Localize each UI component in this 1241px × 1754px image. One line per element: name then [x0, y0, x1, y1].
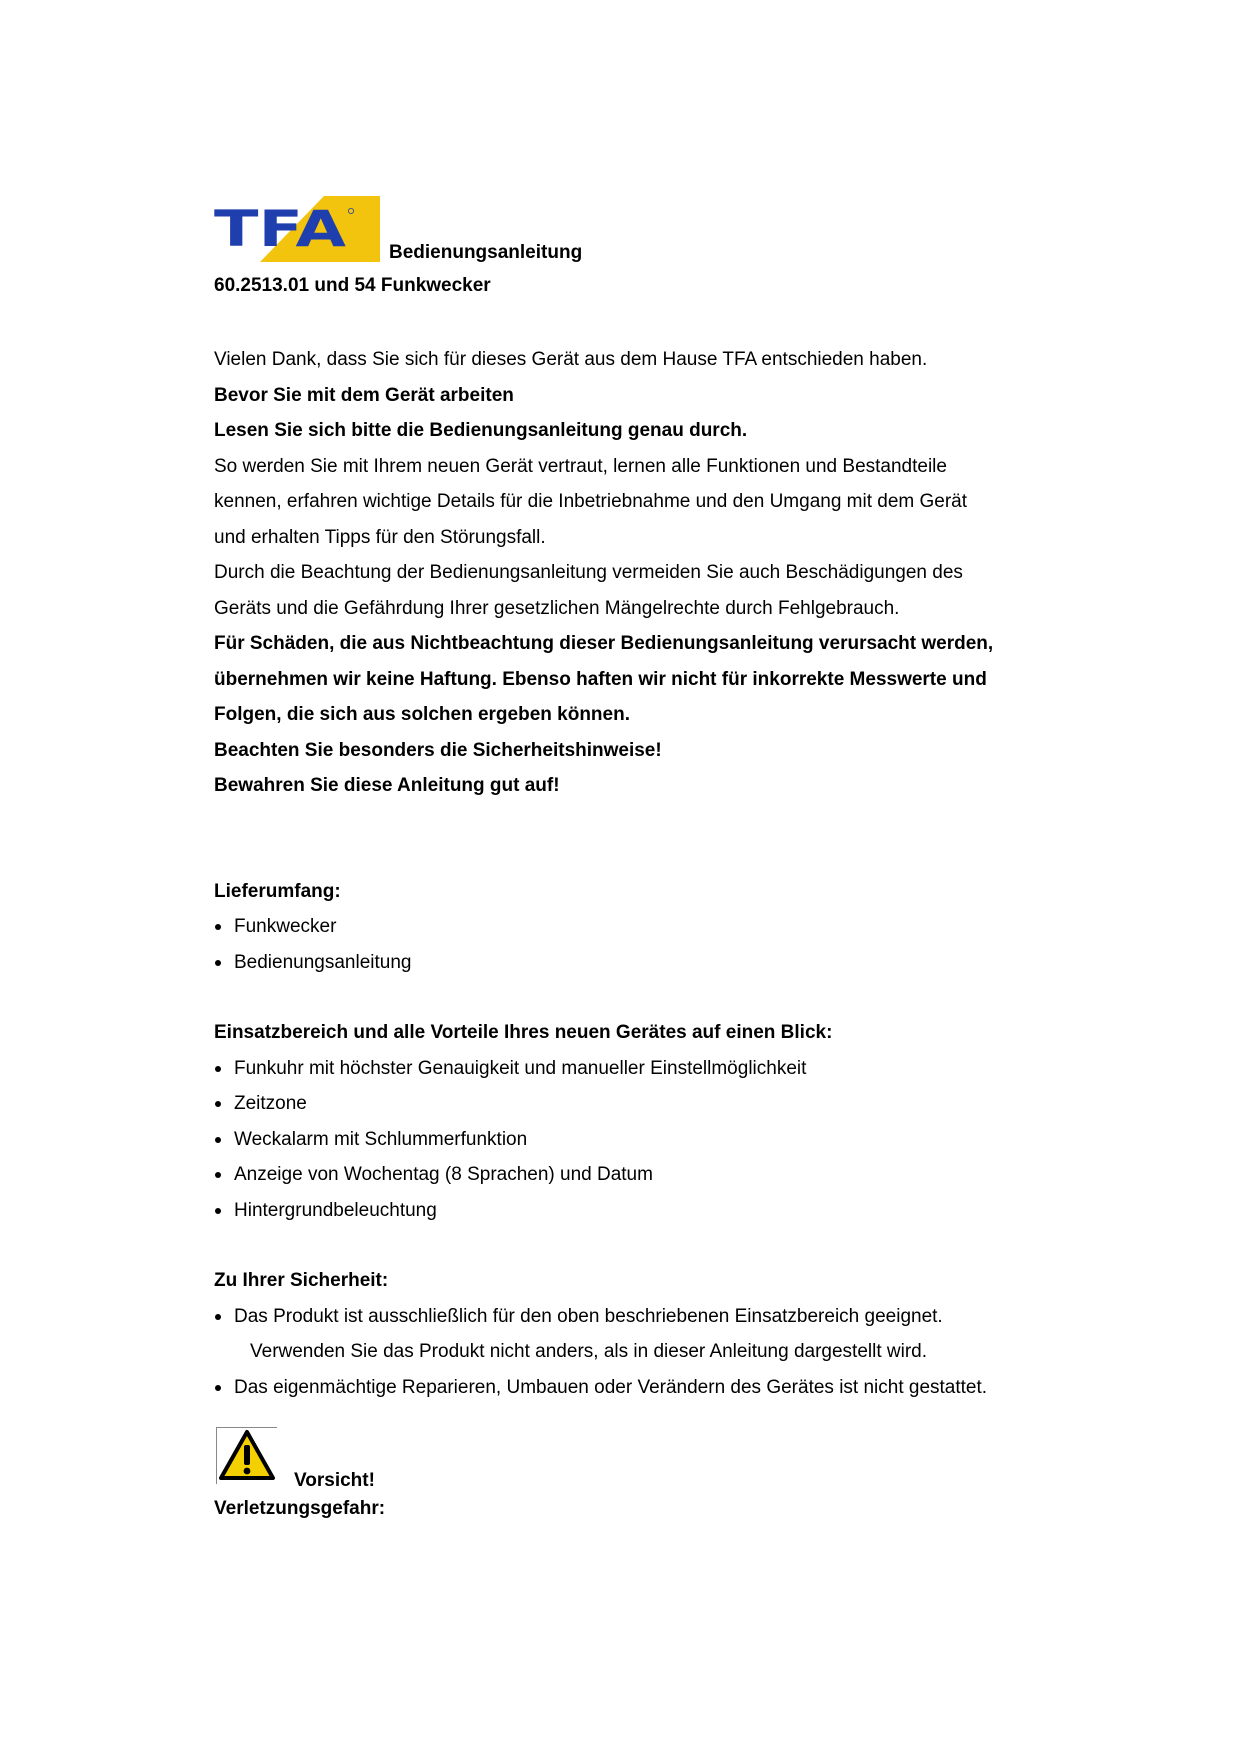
model-line: 60.2513.01 und 54 Funkwecker — [214, 275, 491, 296]
features-heading: Einsatzbereich und alle Vorteile Ihres neuen Gerätes auf einen Blick: — [214, 1022, 833, 1043]
liability-line-2: übernehmen wir keine Haftung. Ebenso haften wir nicht für inkorrekte Messwerte und — [214, 668, 987, 690]
thanks-text: Vielen Dank, dass Sie sich für dieses Gerät aus dem Hause TFA entschieden haben. — [214, 349, 928, 370]
list-item: Weckalarm mit Schlummerfunktion — [214, 1122, 1044, 1158]
delivery-list — [214, 909, 1044, 980]
list-item: Das Produkt ist ausschließlich für den oben beschriebenen Einsatzbereich geeignet. — [214, 1299, 1044, 1335]
familiar-line-3: und erhalten Tipps für den Störungsfall. — [214, 526, 546, 548]
document-content — [214, 196, 1044, 1526]
safety-list — [214, 1299, 1044, 1335]
liability-line-1: Für Schäden, die aus Nichtbeachtung dieser Bedienungsanleitung verursacht werden, — [214, 633, 994, 654]
warning-icon-frame — [216, 1427, 277, 1484]
familiar-line-2: kennen, erfahren wichtige Details für die Inbetriebnahme und den Umgang mit dem Gerät — [214, 491, 968, 512]
safety-heading: Zu Ihrer Sicherheit: — [214, 1270, 389, 1291]
before-heading: Bevor Sie mit dem Gerät arbeiten — [214, 384, 514, 406]
list-item: Zeitzone — [214, 1086, 1044, 1122]
list-item: Bedienungsanleitung — [214, 945, 1044, 981]
list-item: Hintergrundbeleuchtung — [214, 1193, 1044, 1229]
list-item: Funkuhr mit höchster Genauigkeit und manueller Einstellmöglichkeit — [214, 1051, 1044, 1087]
list-item: Anzeige von Wochentag (8 Sprachen) und Datum — [214, 1157, 1044, 1193]
logo-text: TFA — [214, 200, 347, 258]
features-list — [214, 1051, 1044, 1229]
document-title: Bedienungsanleitung — [389, 242, 583, 263]
keep-note: Bewahren Sie diese Anleitung gut auf! — [214, 775, 560, 796]
safety-item-continuation: Verwenden Sie das Produkt nicht anders, als in dieser Anleitung dargestellt wird. — [250, 1341, 928, 1362]
safety-list-2 — [214, 1370, 1044, 1406]
safety-note: Beachten Sie besonders die Sicherheitshinweise! — [214, 739, 662, 761]
read-instructions: Lesen Sie sich bitte die Bedienungsanleitung genau durch. — [214, 420, 748, 441]
liability-line-3: Folgen, die sich aus solchen ergeben können. — [214, 704, 630, 725]
danger-heading: Verletzungsgefahr: — [214, 1498, 386, 1519]
document-header — [214, 196, 1044, 272]
delivery-heading: Lieferumfang: — [214, 880, 341, 902]
warning-triangle-icon — [217, 1428, 277, 1484]
list-item: Funkwecker — [214, 909, 1044, 945]
tfa-logo — [214, 196, 380, 262]
avoid-line-2: Geräts und die Gefährdung Ihrer gesetzlichen Mängelrechte durch Fehlgebrauch. — [214, 597, 900, 619]
familiar-line-1: So werden Sie mit Ihrem neuen Gerät vertraut, lernen alle Funktionen und Bestandteile — [214, 455, 947, 477]
list-item: Das eigenmächtige Reparieren, Umbauen oder Verändern des Gerätes ist nicht gestattet. — [214, 1370, 1044, 1406]
caution-block — [214, 1425, 1044, 1491]
avoid-line-1: Durch die Beachtung der Bedienungsanleitung vermeiden Sie auch Beschädigungen des — [214, 562, 963, 583]
caution-label: Vorsicht! — [294, 1470, 375, 1491]
